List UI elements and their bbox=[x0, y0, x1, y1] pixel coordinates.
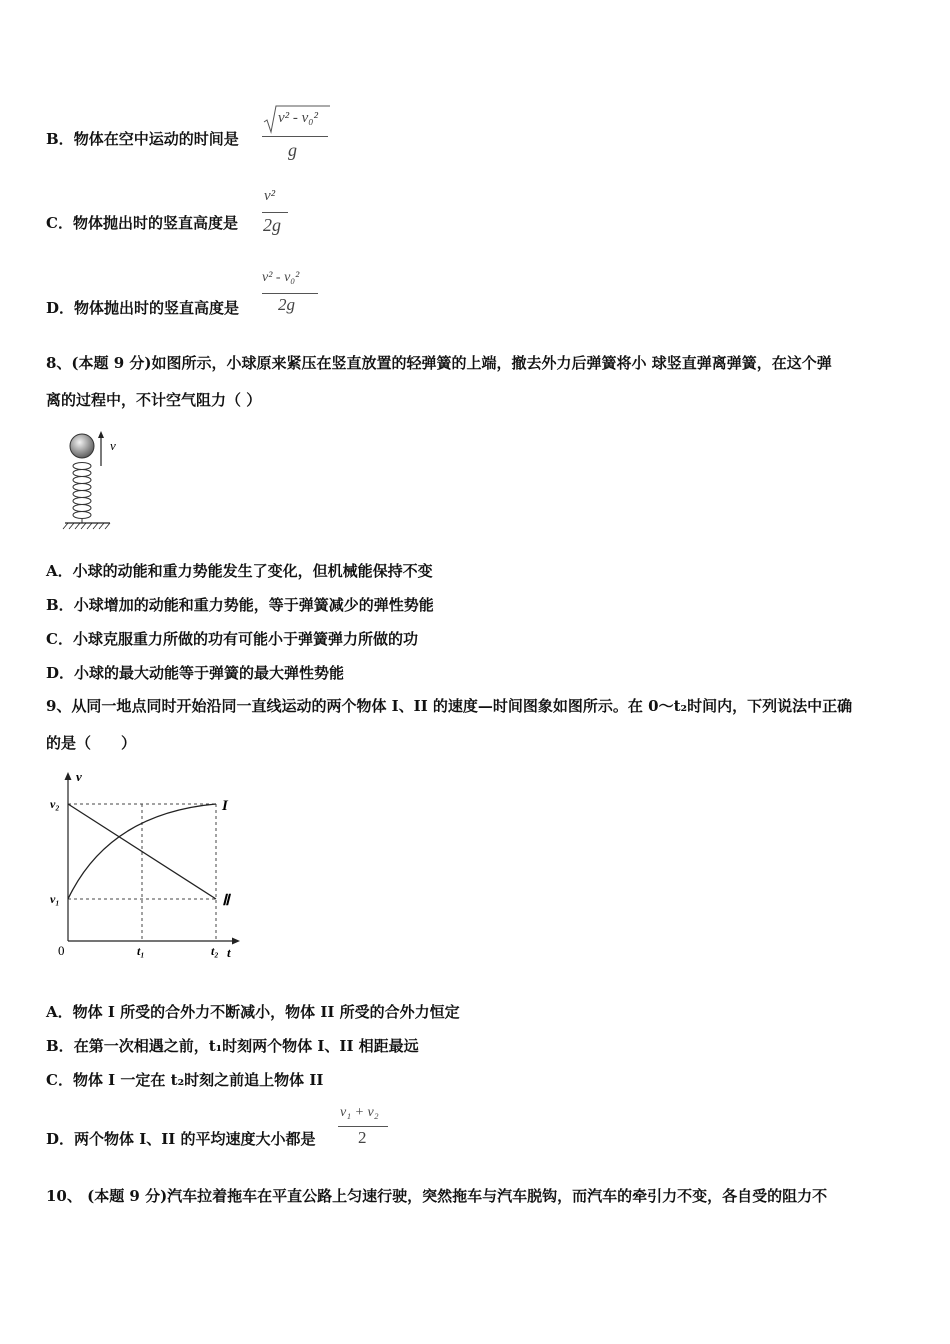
q9-option-a bbox=[46, 1001, 460, 1022]
x-tick-t2: t₂ bbox=[211, 944, 219, 958]
fraction-bar bbox=[338, 1126, 388, 1127]
x-tick-t1: t₁ bbox=[137, 944, 145, 958]
q7-option-c bbox=[46, 212, 238, 233]
fraction-bar bbox=[262, 136, 328, 137]
origin-label: 0 bbox=[58, 943, 65, 958]
spring-ball-figure bbox=[60, 428, 130, 538]
q8-line-2: 离的过程中，不计空气阻力（ ） bbox=[46, 391, 262, 409]
option-label: C． bbox=[46, 214, 73, 232]
option-label: D． bbox=[46, 299, 75, 317]
q8-option-b bbox=[46, 594, 434, 615]
q10-stem bbox=[46, 1178, 916, 1215]
q7d-formula bbox=[262, 268, 322, 324]
q7d-numerator: v² - v₀² bbox=[262, 270, 300, 285]
q9d-numerator: v₁ + v₂ bbox=[340, 1105, 379, 1120]
q8-option-a bbox=[46, 560, 433, 581]
option-text: 小球的最大动能等于弹簧的最大弹性势能 bbox=[74, 664, 345, 682]
q9-option-d bbox=[46, 1128, 316, 1149]
q7b-formula bbox=[262, 104, 330, 164]
y-axis-label: v bbox=[76, 769, 82, 784]
option-text: 物体 I 一定在 t₂时刻之前追上物体 II bbox=[72, 1071, 324, 1089]
option-text: 小球克服重力所做的功有可能小于弹簧弹力所做的功 bbox=[72, 630, 418, 648]
option-text: 物体在空中运动的时间是 bbox=[73, 130, 239, 148]
q7d-denominator: 2g bbox=[278, 295, 295, 314]
series-II-label: Ⅱ bbox=[222, 893, 230, 909]
option-label: D． bbox=[46, 1130, 75, 1148]
q9-line-2: 的是（ ） bbox=[46, 734, 137, 752]
ground-hatch bbox=[63, 523, 110, 529]
option-text: 物体 I 所受的合外力不断减小，物体 II 所受的合外力恒定 bbox=[72, 1003, 460, 1021]
velocity-label: v bbox=[110, 438, 116, 453]
option-text: 小球增加的动能和重力势能，等于弹簧减少的弹性势能 bbox=[73, 596, 434, 614]
fraction-bar bbox=[262, 212, 288, 213]
option-text: 两个物体 I、II 的平均速度大小都是 bbox=[74, 1130, 316, 1148]
spring bbox=[73, 463, 91, 524]
option-label: B． bbox=[46, 1037, 74, 1055]
q9-line-1: 9、从同一地点同时开始沿同一直线运动的两个物体 I、II 的速度—时间图象如图所示。在 0～t₂时间内，下列说法中正确 bbox=[46, 697, 853, 715]
y-tick-v1: v₁ bbox=[50, 892, 60, 906]
option-label: B． bbox=[46, 130, 74, 148]
arrow-head bbox=[98, 431, 104, 438]
x-axis-label: t bbox=[227, 945, 231, 960]
q8-option-d bbox=[46, 662, 344, 683]
q7-option-d bbox=[46, 297, 239, 318]
q8-option-c bbox=[46, 628, 418, 649]
option-label: A． bbox=[46, 562, 73, 580]
option-text: 小球的动能和重力势能发生了变化，但机械能保持不变 bbox=[72, 562, 433, 580]
option-label: B． bbox=[46, 596, 74, 614]
q8-line-1: 8、(本题 9 分)如图所示，小球原来紧压在竖直放置的轻弹簧的上端，撤去外力后弹簧将小 球竖直弹离弹簧，在这个弹 bbox=[46, 354, 832, 372]
q9-option-b bbox=[46, 1035, 419, 1056]
q8-stem bbox=[46, 345, 916, 419]
q10-line-1: 10、 (本题 9 分)汽车拉着拖车在平直公路上匀速行驶，突然拖车与汽车脱钩，而汽车的牵引力不变，各自受的阻力不 bbox=[46, 1187, 828, 1205]
option-label: C． bbox=[46, 1071, 73, 1089]
fraction-bar bbox=[262, 293, 318, 294]
series-I-label: I bbox=[222, 798, 228, 814]
option-text: 物体抛出时的竖直高度是 bbox=[72, 214, 238, 232]
x-axis-arrow bbox=[232, 938, 240, 945]
q7c-denominator: 2g bbox=[263, 215, 281, 235]
option-label: A． bbox=[46, 1003, 73, 1021]
y-tick-v2: v₂ bbox=[50, 797, 60, 811]
option-label: D． bbox=[46, 664, 75, 682]
q9-stem bbox=[46, 688, 916, 762]
q7c-numerator: v² bbox=[264, 188, 276, 204]
q7b-denominator: g bbox=[288, 140, 297, 160]
y-axis-arrow bbox=[65, 772, 72, 780]
ball bbox=[70, 434, 94, 458]
q9d-formula bbox=[338, 1104, 394, 1154]
q7-option-b bbox=[46, 128, 239, 149]
option-text: 物体抛出时的竖直高度是 bbox=[74, 299, 240, 317]
q9-option-c bbox=[46, 1069, 323, 1090]
q7c-formula bbox=[262, 186, 292, 242]
option-text: 在第一次相遇之前，t₁时刻两个物体 I、II 相距最远 bbox=[73, 1037, 419, 1055]
q9d-denominator: 2 bbox=[358, 1128, 367, 1147]
option-label: C． bbox=[46, 630, 73, 648]
velocity-time-chart bbox=[40, 765, 250, 970]
q7b-numerator: v² - v₀² bbox=[278, 110, 319, 126]
